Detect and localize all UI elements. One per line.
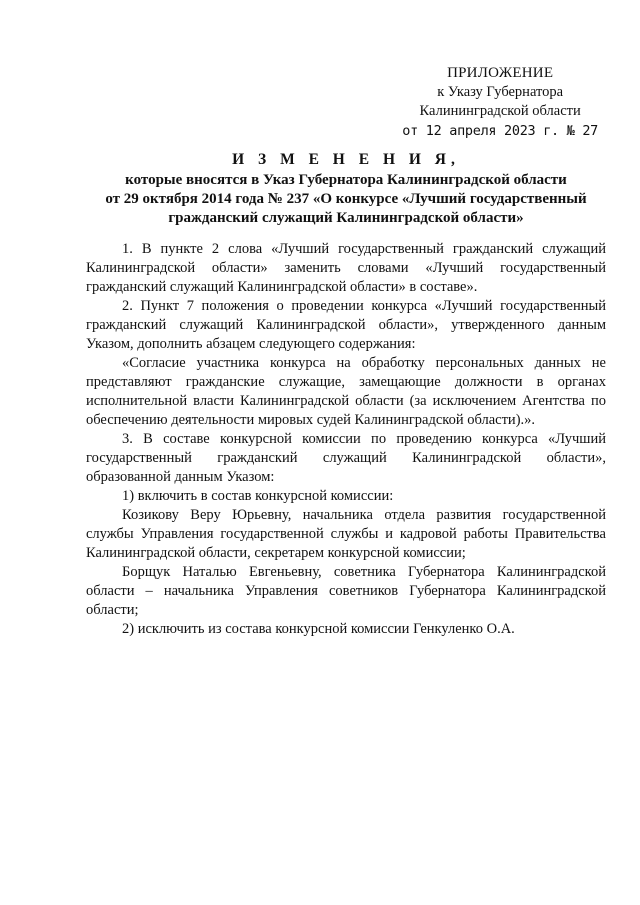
paragraph-4: 3. В составе конкурсной комиссии по проведению конкурса «Лучший государственный гражданский служащий Калининградской области», образованной данным Указом:	[86, 431, 606, 485]
appendix-date: от 12 апреля 2023 г. № 27	[402, 123, 598, 139]
paragraph-5: 1) включить в состав конкурсной комиссии:	[122, 488, 394, 504]
heading-title: И З М Е Н Е Н И Я,	[232, 151, 460, 168]
paragraph-1: 1. В пункте 2 слова «Лучший государственный гражданский служащий Калининградской области» заменить словами «Лучший государственный гражданский служащий Калининградской области» в составе».	[86, 241, 606, 295]
document-heading	[86, 150, 606, 228]
paragraph-6: Козикову Веру Юрьевну, начальника отдела развития государственной службы Управления государственной службы и кадровой работы Правительства Калининградской области, секретарем конкурсной комиссии;	[86, 507, 606, 561]
heading-line-3: гражданский служащий Калининградской области»	[168, 210, 524, 226]
appendix-line-1: к Указу Губернатора	[437, 84, 564, 100]
paragraph-7: Борщук Наталью Евгеньевну, советника Губернатора Калининградской области – начальника Управления советников Губернатора Калининградской области;	[86, 564, 606, 618]
paragraph-2: 2. Пункт 7 положения о проведении конкурса «Лучший государственный гражданский служащий Калининградской области», утвержденного данным Указом, дополнить абзацем следующего содержания:	[86, 298, 606, 352]
heading-line-2: от 29 октября 2014 года № 237 «О конкурсе «Лучший государственный	[105, 191, 587, 207]
appendix-block	[402, 64, 598, 141]
appendix-line-2: Калининградской области	[419, 103, 581, 119]
paragraph-8: 2) исключить из состава конкурсной комиссии Генкуленко О.А.	[122, 621, 515, 637]
document-body	[86, 240, 606, 639]
appendix-title: ПРИЛОЖЕНИЕ	[447, 65, 554, 81]
heading-line-1: которые вносятся в Указ Губернатора Калининградской области	[125, 172, 567, 188]
paragraph-3: «Согласие участника конкурса на обработку персональных данных не представляют гражданские служащие, замещающие должности в органах исполнительной власти Калининградской области (за исключением Агентства по обеспечению деятельности мировых судей Калининградской области).».	[86, 355, 606, 428]
